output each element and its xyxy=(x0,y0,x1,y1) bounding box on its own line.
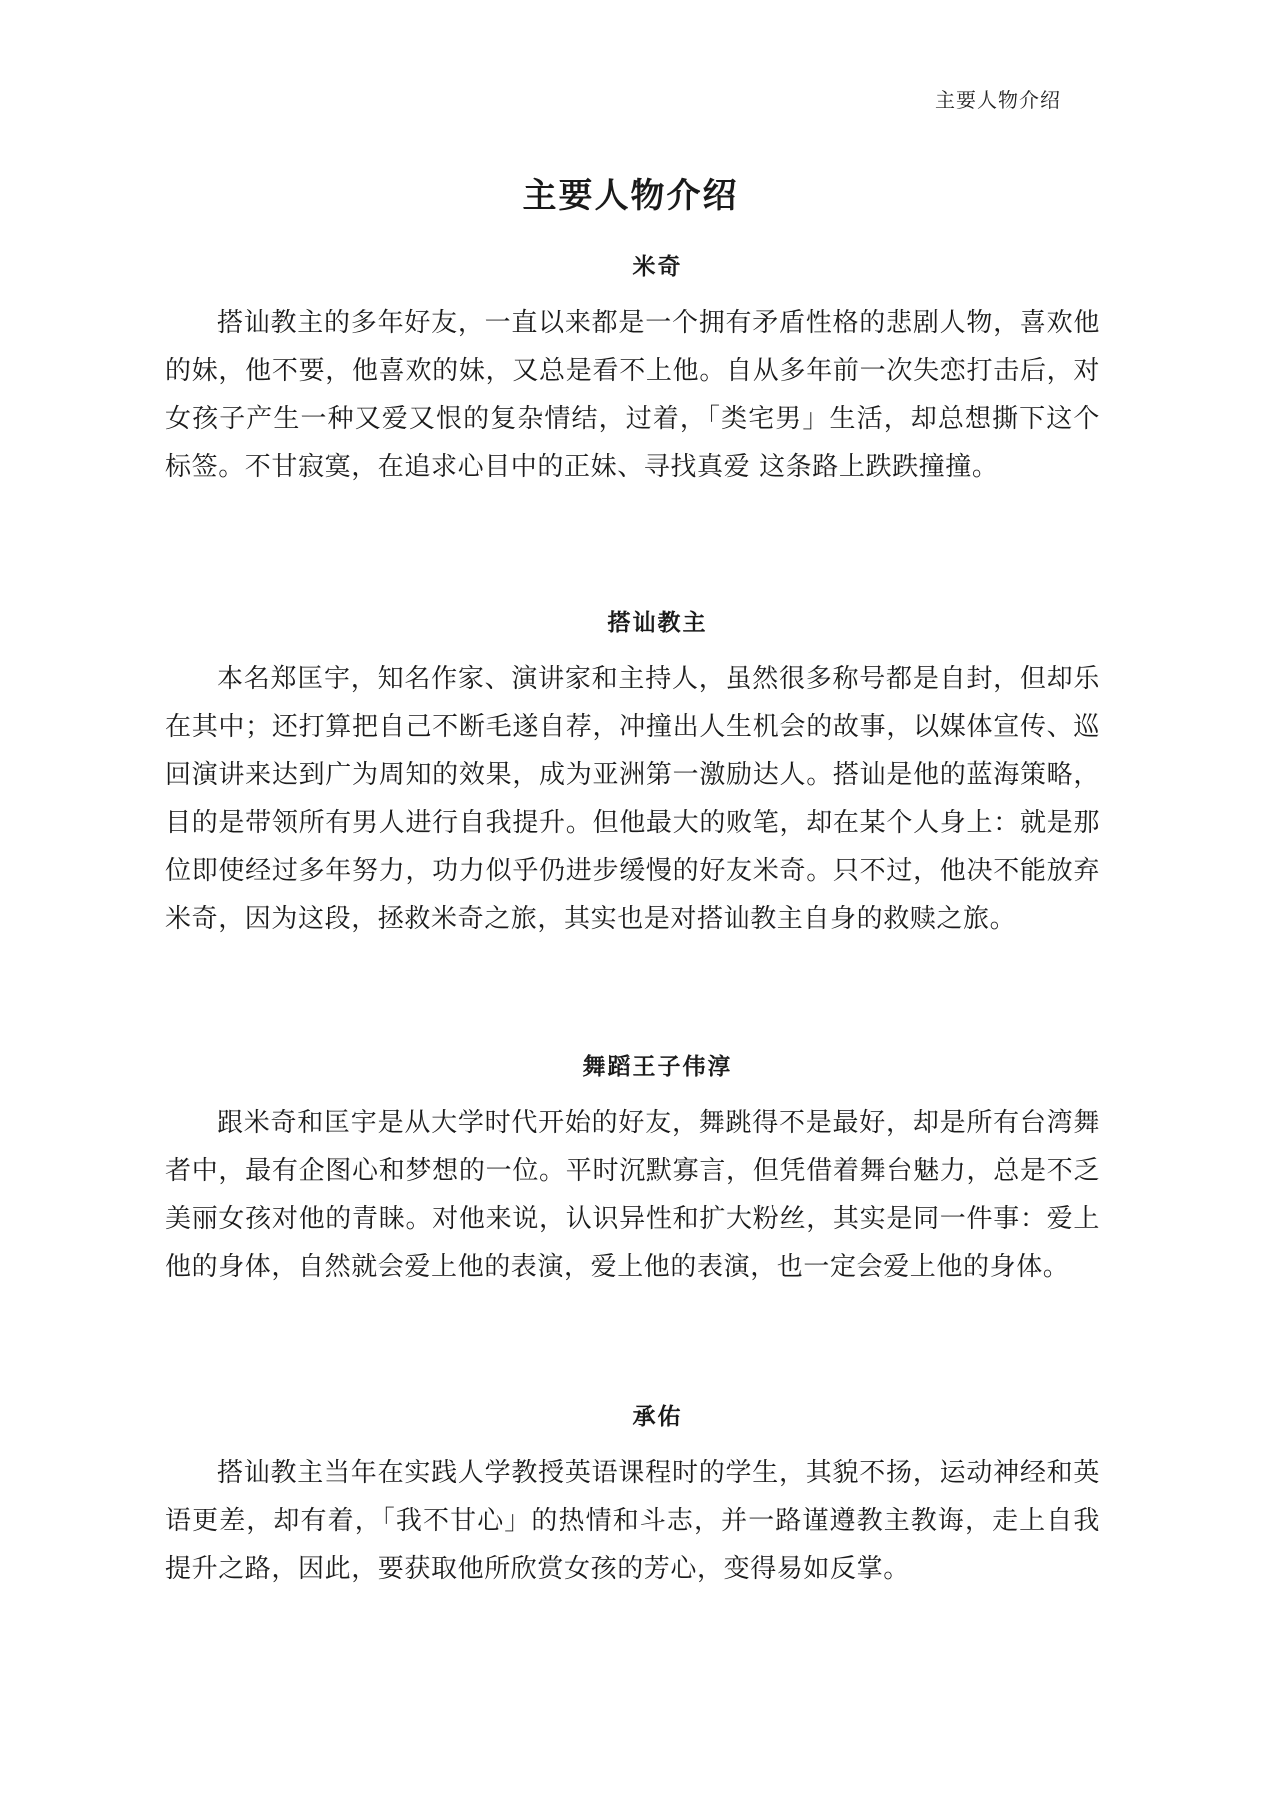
section-body: 跟米奇和匡宇是从大学时代开始的好友，舞跳得不是最好，却是所有台湾舞者中，最有企图心和梦想的一位。平时沉默寡言，但凭借着舞台魅力，总是不乏美丽女孩对他的青睐。对他来说，认识异性和扩大粉丝，其实是同一件事：爱上他的身体，自然就会爱上他的表演，爱上他的表演，也一定会爱上他的身体。 xyxy=(165,1108,1100,1282)
section-heading: 米奇 xyxy=(632,253,683,280)
character-section-dashan-jiaozhu xyxy=(165,604,1100,943)
section-heading: 搭讪教主 xyxy=(607,609,708,636)
section-heading: 舞蹈王子伟淳 xyxy=(582,1053,733,1080)
page-title: 主要人物介绍 xyxy=(522,176,739,216)
section-body: 搭讪教主的多年好友，一直以来都是一个拥有矛盾性格的悲剧人物，喜欢他的妹，他不要，他喜欢的妹，又总是看不上他。自从多年前一次失恋打击后，对女孩子产生一种又爱又恨的复杂情结，过着，「类宅男」生活，却总想撕下这个标签。不甘寂寞，在追求心目中的正妹、寻找真爱 这条路上跌跌撞撞。 xyxy=(165,308,1100,482)
running-header: 主要人物介绍 xyxy=(935,88,1061,112)
section-body: 搭讪教主当年在实践人学教授英语课程时的学生，其貌不扬，运动神经和英语更差，却有着，「我不甘心」的热情和斗志，并一路谨遵教主教诲，走上自我提升之路，因此，要获取他所欣赏女孩的芳心，变得易如反掌。 xyxy=(165,1458,1100,1584)
character-section-weichun xyxy=(165,1048,1100,1291)
character-section-chengyou xyxy=(165,1398,1100,1593)
section-body: 本名郑匡宇，知名作家、演讲家和主持人，虽然很多称号都是自封，但却乐在其中；还打算把自己不断毛遂自荐，冲撞出人生机会的故事，以媒体宣传、巡回演讲来达到广为周知的效果，成为亚洲第一激励达人。搭讪是他的蓝海策略，目的是带领所有男人进行自我提升。但他最大的败笔，却在某个人身上：就是那位即使经过多年努力，功力似乎仍进步缓慢的好友米奇。只不过，他决不能放弃米奇，因为这段，拯救米奇之旅，其实也是对搭讪教主自身的救赎之旅。 xyxy=(165,664,1100,934)
character-section-miqi xyxy=(165,248,1100,491)
section-heading: 承佑 xyxy=(632,1403,683,1430)
